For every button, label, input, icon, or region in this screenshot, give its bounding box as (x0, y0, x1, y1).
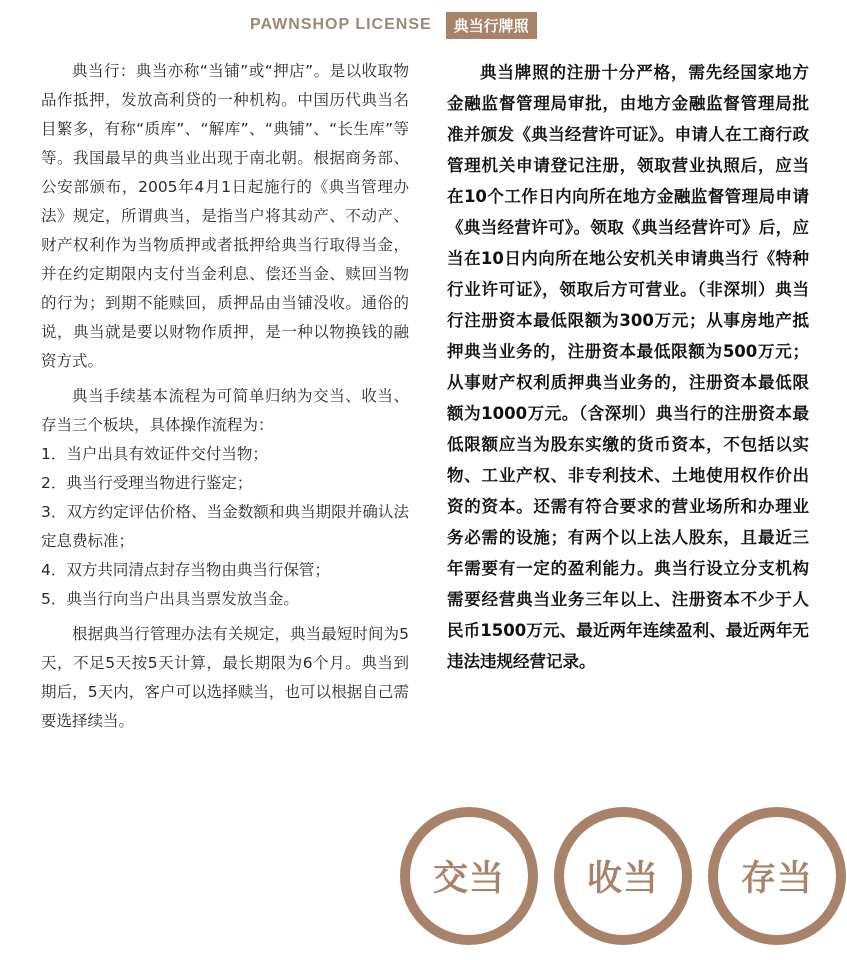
header-title-en: PAWNSHOP LICENSE (250, 16, 432, 33)
badge-cundang (708, 807, 846, 945)
right-column (447, 57, 809, 677)
step-item: 4．双方共同清点封存当物由典当行保管； (41, 561, 330, 579)
step-item: 2．典当行受理当物进行鉴定； (41, 474, 253, 492)
term-rule-paragraph: 根据典当行管理办法有关规定，典当最短时间为5天，不足5天按5天计算，最长期限为6个月。典当到期后，5天内，客户可以选择赎当，也可以根据自己需要选择续当。 (41, 625, 409, 730)
process-intro: 典当手续基本流程为可简单归纳为交当、收当、存当三个板块，具体操作流程为： (41, 387, 409, 434)
badge-label: 收当 (564, 817, 682, 935)
left-column (41, 57, 409, 736)
badge-jiaodang (400, 807, 538, 945)
license-paragraph: 典当牌照的注册十分严格，需先经国家地方金融监督管理局审批，由地方金融监督管理局批准并颁发《典当经营许可证》。申请人在工商行政管理机关申请登记注册，领取营业执照后，应当在10个工作日内向所在地方金融监督管理局申请《典当经营许可》。领取《典当经营许可》后，应当在10日内向所在地公安机关申请典当行《特种行业许可证》，领取后方可营业。（非深圳）典当行注册资本最低限额为300万元；从事房地产抵押典当业务的，注册资本最低限额为500万元；从事财产权利质押典当业务的，注册资本最低限额为1000万元。（含深圳）典当行的注册资本最低限额应当为股东实缴的货币资本，不包括以实物、工业产权、非专利技术、土地使用权作价出资的资本。还需有符合要求的营业场所和办理业务必需的设施；有两个以上法人股东，且最近三年需要有一定的盈利能力。典当行设立分支机构需要经营典当业务三年以上、注册资本不少于人民币1500万元、最近两年连续盈利、最近两年无违法违规经营记录。 (447, 63, 809, 671)
step-item: 3．双方约定评估价格、当金数额和典当期限并确认法定息费标准； (41, 503, 409, 550)
header-title-cn: 典当行牌照 (446, 12, 537, 39)
step-item: 5．典当行向当户出具当票发放当金。 (41, 590, 299, 608)
step-item: 1．当户出具有效证件交付当物； (41, 445, 268, 463)
badge-shoudang (554, 807, 692, 945)
badge-label: 存当 (718, 817, 836, 935)
intro-paragraph: 典当行：典当亦称“当铺”或“押店”。是以收取物品作抵押，发放高利贷的一种机构。中国历代典当名目繁多，有称“质库”、“解库”、“典铺”、“长生库”等等。我国最早的典当业出现于南北朝。根据商务部、公安部颁布，2005年4月1日起施行的《典当管理办法》规定，所谓典当，是指当户将其动产、不动产、财产权利作为当物质押或者抵押给典当行取得当金，并在约定期限内支付当金利息、偿还当金、赎回当物的行为；到期不能赎回，质押品由当铺没收。通俗的说，典当就是要以财物作质押，是一种以物换钱的融资方式。 (41, 62, 409, 370)
badge-label: 交当 (410, 817, 528, 935)
badge-row (400, 807, 847, 960)
page-header (250, 12, 537, 38)
